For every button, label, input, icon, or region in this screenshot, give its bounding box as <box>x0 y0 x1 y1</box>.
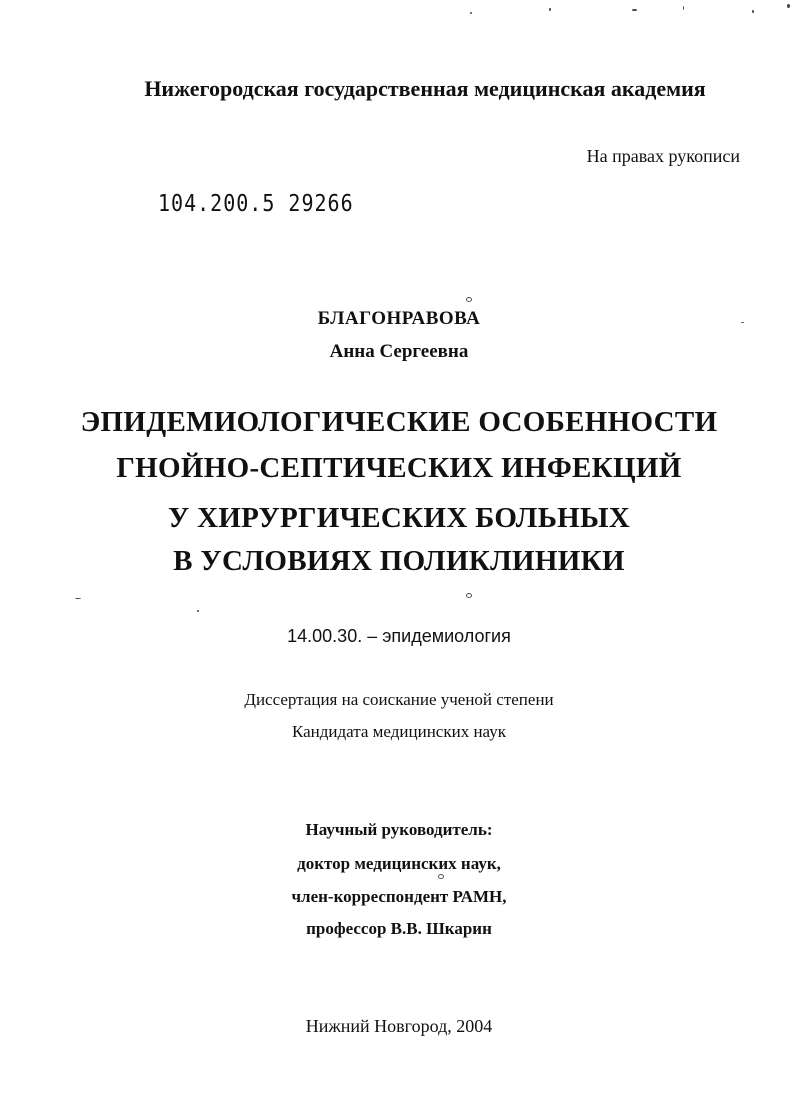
scan-speck <box>632 9 637 11</box>
scan-speck <box>683 6 684 10</box>
scan-speck <box>549 8 551 11</box>
supervisor-heading: Научный руководитель: <box>305 820 493 839</box>
scan-ring <box>466 297 472 302</box>
place-and-year: Нижний Новгород, 2004 <box>305 1016 493 1036</box>
library-stamp-code: 104.200.5 29266 <box>158 189 354 217</box>
title-line-3: У ХИРУРГИЧЕСКИХ БОЛЬНЫХ <box>167 502 631 534</box>
title-line-1: ЭПИДЕМИОЛОГИЧЕСКИЕ ОСОБЕННОСТИ <box>80 406 718 438</box>
institution-name: Нижегородская государственная медицинская академия <box>144 76 706 101</box>
scan-speck <box>75 598 81 599</box>
specialty-code: 14.00.30. – эпидемиология <box>287 626 511 646</box>
manuscript-note: На правах рукописи <box>586 146 740 166</box>
supervisor-name: профессор В.В. Шкарин <box>306 919 492 938</box>
title-line-2: ГНОЙНО-СЕПТИЧЕСКИХ ИНФЕКЦИЙ <box>116 452 682 484</box>
author-given-names: Анна Сергеевна <box>329 341 469 362</box>
scan-ring <box>438 874 444 879</box>
scan-speck <box>741 322 744 323</box>
scan-ring <box>466 593 472 598</box>
scan-speck <box>197 610 199 612</box>
supervisor-membership: член-корреспондент РАМН, <box>291 887 507 906</box>
title-line-4: В УСЛОВИЯХ ПОЛИКЛИНИКИ <box>173 545 625 577</box>
supervisor-degree: доктор медицинских наук, <box>297 854 501 873</box>
degree-line-2: Кандидата медицинских наук <box>291 722 506 741</box>
degree-line-1: Диссертация на соискание ученой степени <box>244 690 554 709</box>
author-surname: БЛАГОНРАВОВА <box>317 308 481 329</box>
scan-speck <box>787 4 790 8</box>
scan-speck <box>470 12 472 14</box>
scan-speck <box>752 10 754 13</box>
